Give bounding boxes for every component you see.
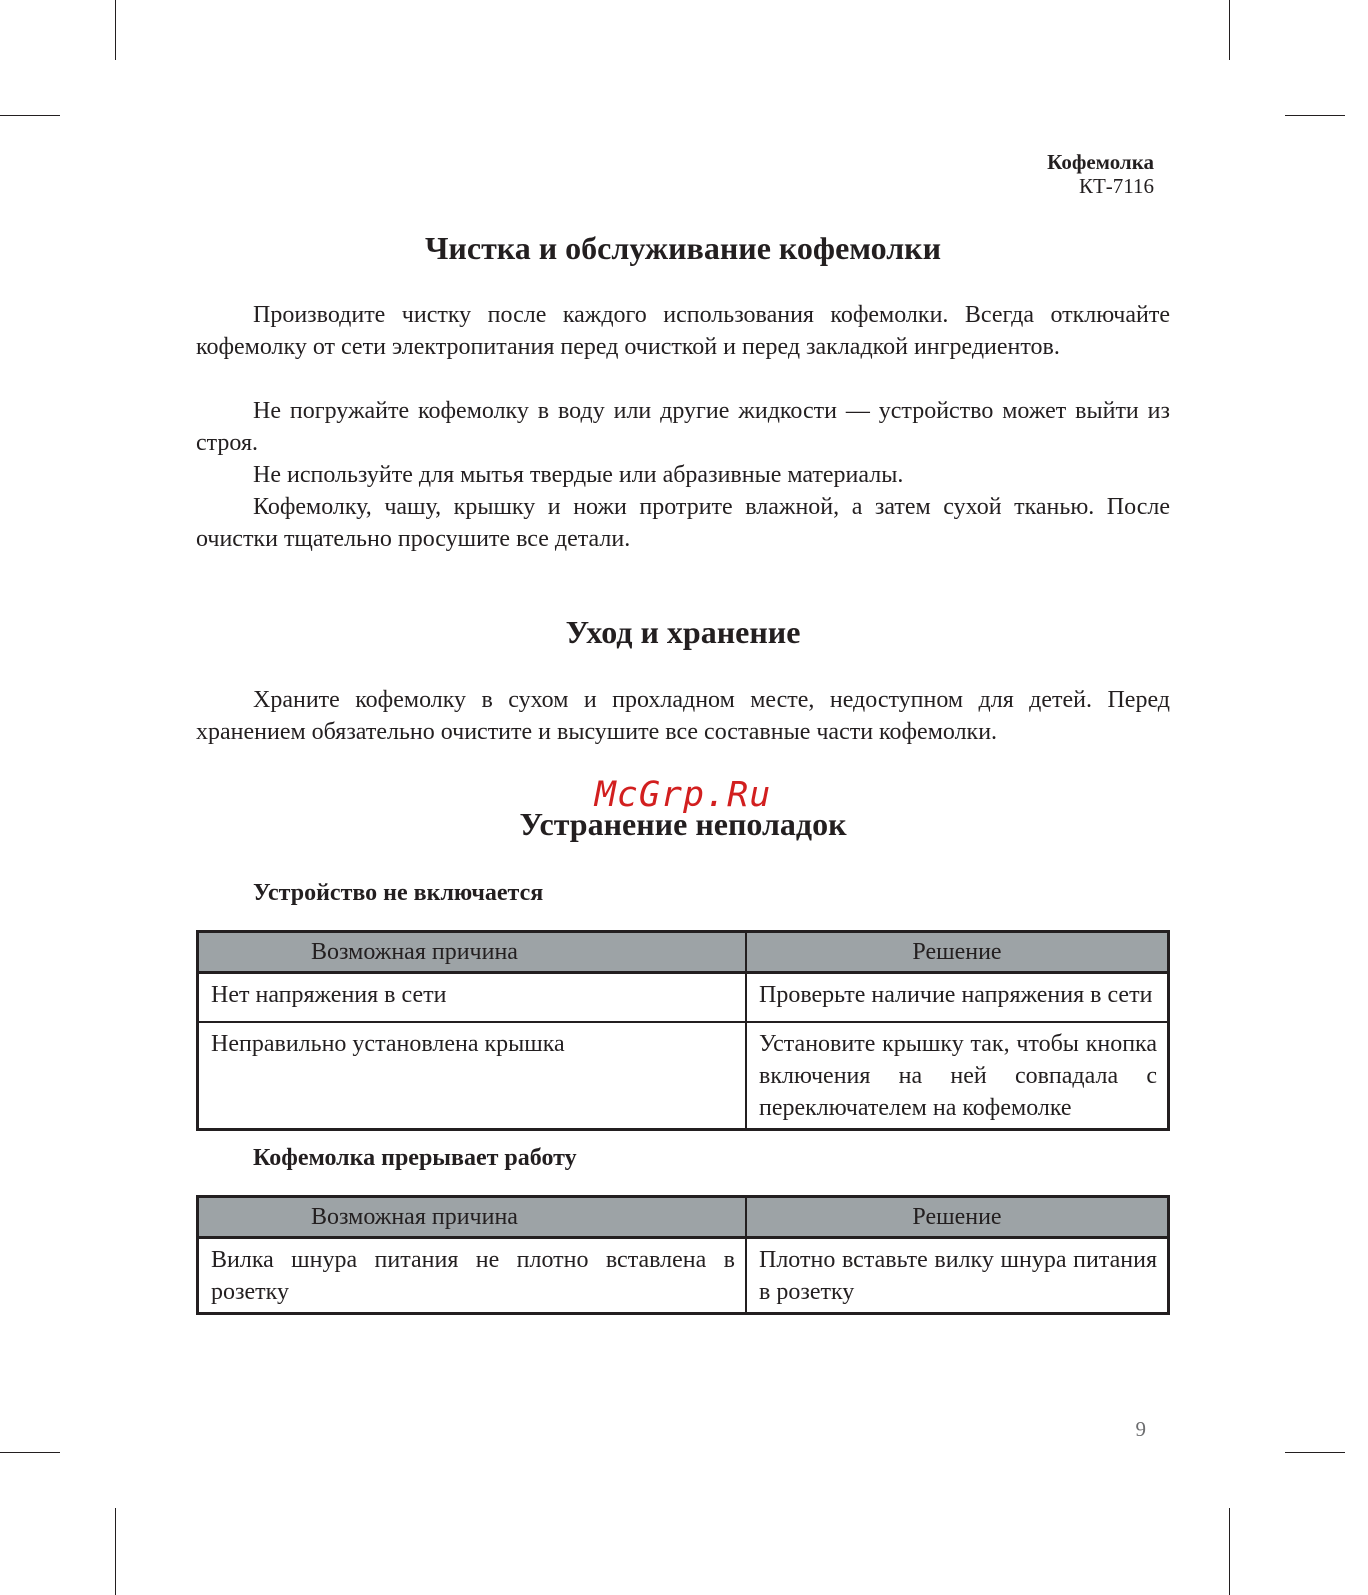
column-header: Решение [746, 1197, 1169, 1238]
crop-mark [1229, 0, 1230, 60]
table-cell: Вилка шнура питания не плотно вставлена в розетку [198, 1238, 747, 1314]
crop-mark [115, 0, 116, 60]
running-header [1047, 150, 1154, 198]
storage-paragraph: Храните кофемолку в сухом и прохладном месте, недоступном для детей. Перед хранением обязательно очистите и высушите все составные части кофемолки. [196, 687, 1170, 745]
header-product: Кофемолка [1047, 150, 1154, 174]
table-header-row [198, 1197, 1169, 1238]
troubleshooting-title: Устранение неполадок [519, 806, 847, 842]
column-header: Решение [746, 932, 1169, 973]
cleaning-paragraph: Не погружайте кофемолку в воду или другие жидкости — устройство может выйти из строя. [196, 398, 1170, 456]
cleaning-paragraph: Не используйте для мытья твердые или абразивные материалы. [253, 462, 904, 488]
table-cell: Проверьте наличие напряжения в сети [746, 973, 1169, 1023]
cleaning-paragraph: Производите чистку после каждого использования кофемолки. Всегда отключайте кофемолку от сети электропитания перед очисткой и перед закладкой ингредиентов. [196, 302, 1170, 360]
table-header-row [198, 932, 1169, 973]
crop-mark [1229, 1508, 1230, 1595]
troubleshooting-table [196, 930, 1170, 1131]
table-row [198, 973, 1169, 1023]
crop-mark [0, 115, 60, 116]
page-number: 9 [1135, 1417, 1146, 1441]
storage-title: Уход и хранение [565, 614, 801, 650]
table-subtitle: Устройство не включается [253, 880, 544, 906]
table-cell: Нет напряжения в сети [198, 973, 747, 1023]
troubleshooting-table [196, 1195, 1170, 1315]
table-cell: Плотно вставьте вилку шнура питания в розетку [746, 1238, 1169, 1314]
header-model: КТ-7116 [1078, 174, 1154, 198]
crop-mark [1285, 115, 1345, 116]
table-cell: Установите крышку так, чтобы кнопка включения на ней совпадала с переключателем на кофемолке [746, 1022, 1169, 1130]
crop-mark [0, 1452, 60, 1453]
watermark: McGrp.Ru [594, 775, 772, 815]
cleaning-paragraph: Кофемолку, чашу, крышку и ножи протрите влажной, а затем сухой тканью. После очистки тщательно просушите все детали. [196, 494, 1170, 552]
table-row [198, 1022, 1169, 1130]
column-header: Возможная причина [198, 932, 747, 973]
column-header: Возможная причина [198, 1197, 747, 1238]
table-cell: Неправильно установлена крышка [198, 1022, 747, 1130]
table-row [198, 1238, 1169, 1314]
cleaning-title: Чистка и обслуживание кофемолки [424, 230, 942, 266]
crop-mark [1285, 1452, 1345, 1453]
table-subtitle: Кофемолка прерывает работу [253, 1145, 577, 1171]
crop-mark [115, 1508, 116, 1595]
